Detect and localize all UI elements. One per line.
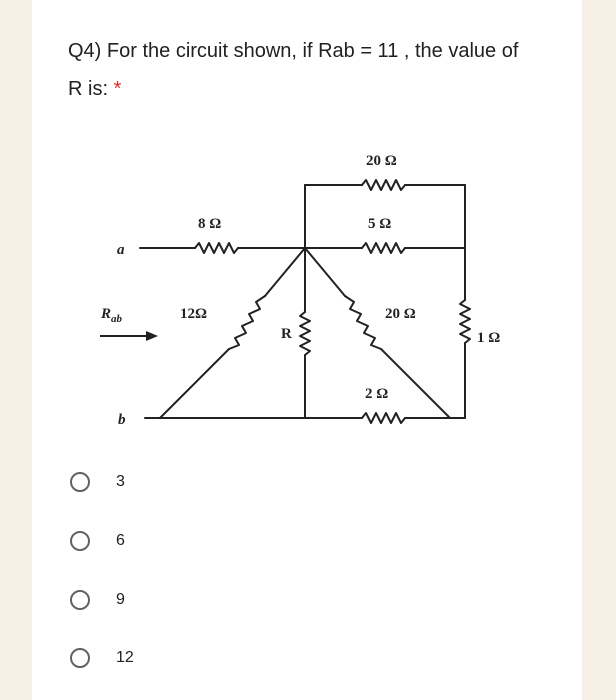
radio-button[interactable] bbox=[70, 472, 90, 492]
resistor-20-mid bbox=[345, 296, 381, 349]
question-text: Q4) For the circuit shown, if Rab = 11 , the value of R is: bbox=[68, 40, 519, 100]
option-4[interactable] bbox=[70, 643, 134, 673]
label-5-ohm: 5 Ω bbox=[368, 216, 392, 232]
resistor-2 bbox=[362, 413, 405, 423]
resistor-R bbox=[300, 312, 310, 355]
label-12-ohm: 12Ω bbox=[180, 306, 208, 322]
required-mark: * bbox=[113, 78, 122, 100]
option-3[interactable] bbox=[70, 585, 125, 615]
label-20-ohm-mid: 20 Ω bbox=[385, 306, 416, 322]
resistor-12 bbox=[229, 296, 265, 349]
resistor-8 bbox=[195, 243, 238, 253]
option-label: 12 bbox=[116, 649, 134, 666]
question-title bbox=[68, 32, 538, 108]
node-a-label: a bbox=[117, 242, 125, 258]
radio-button[interactable] bbox=[70, 648, 90, 668]
radio-button[interactable] bbox=[70, 590, 90, 610]
label-2-ohm: 2 Ω bbox=[365, 386, 389, 402]
label-1-ohm: 1 Ω bbox=[477, 330, 501, 346]
option-label: 9 bbox=[116, 591, 125, 608]
option-label: 6 bbox=[116, 532, 125, 549]
resistor-5 bbox=[362, 243, 405, 253]
rab-label: $R_{ab}$ bbox=[101, 306, 123, 325]
resistor-20-top bbox=[362, 180, 405, 190]
label-20-ohm-top: 20 Ω bbox=[366, 153, 397, 169]
option-2[interactable] bbox=[70, 526, 125, 556]
option-1[interactable] bbox=[70, 467, 125, 497]
node-b-label: b bbox=[118, 412, 126, 428]
resistor-1 bbox=[460, 300, 470, 343]
label-R: R bbox=[281, 326, 292, 342]
radio-button[interactable] bbox=[70, 531, 90, 551]
option-label: 3 bbox=[116, 473, 125, 490]
circuit-diagram bbox=[95, 140, 515, 440]
label-8-ohm: 8 Ω bbox=[198, 216, 222, 232]
